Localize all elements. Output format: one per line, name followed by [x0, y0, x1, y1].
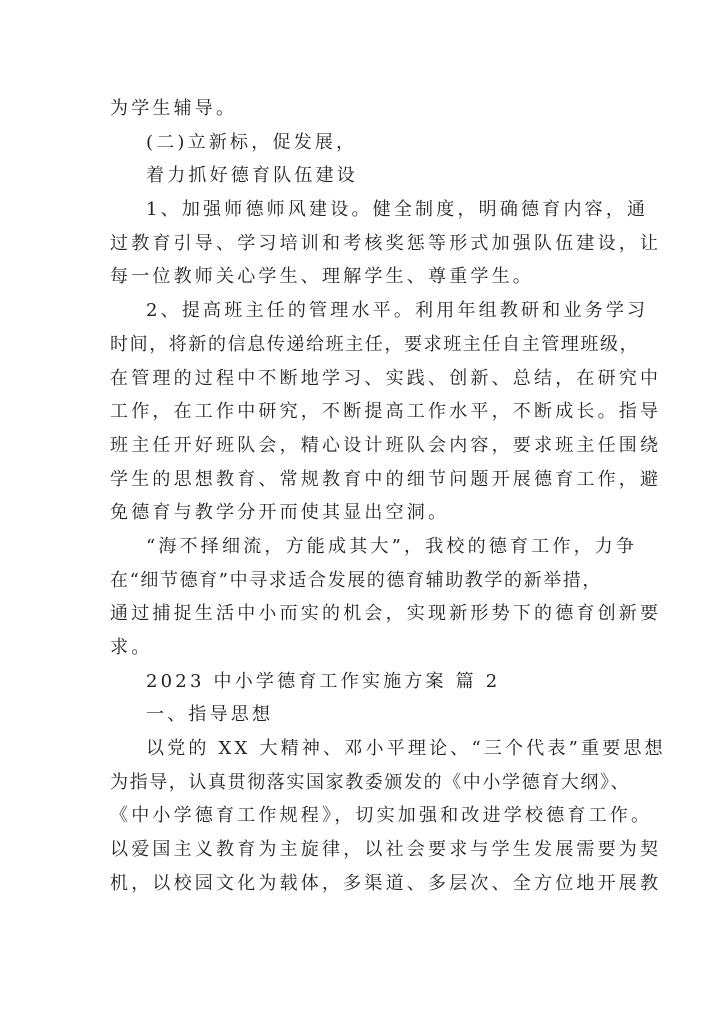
text-line: 免德育与教学分开而使其显出空洞。: [110, 502, 450, 524]
paragraph-start: 以党的 XX 大精神、邓小平理论、“三个代表”重要思想: [146, 738, 666, 760]
section-heading: 一、指导思想: [146, 704, 274, 726]
text-line: 在管理的过程中不断地学习、实践、创新、总结，在研究中: [110, 367, 662, 389]
document-section-title: 2023 中小学德育工作实施方案 篇 2: [146, 670, 501, 692]
section-heading: 着力抓好德育队伍建设: [146, 165, 358, 187]
text-line: 机，以校园文化为载体，多渠道、多层次、全方位地开展教: [110, 872, 662, 894]
text-line: 学生的思想教育、常规教育中的细节问题开展德育工作，避: [110, 468, 662, 490]
text-line: 为学生辅导。: [110, 98, 238, 119]
text-line: 每一位教师关心学生、理解学生、尊重学生。: [110, 266, 534, 288]
paragraph-start: 1、加强师德师风建设。健全制度，明确德育内容，通: [146, 199, 649, 221]
paragraph-start: “海不择细流，方能成其大”，我校的德育工作，力争: [146, 535, 638, 557]
document-page: [110, 92, 666, 901]
text-line: 工作，在工作中研究，不断提高工作水平，不断成长。指导: [110, 401, 662, 423]
text-line: 为指导，认真贯彻落实国家教委颁发的《中小学德育大纲》、: [110, 771, 631, 793]
text-line: 班主任开好班队会，精心设计班队会内容，要求班主任围绕: [110, 434, 662, 456]
text-line: 以爱国主义教育为主旋律，以社会要求与学生发展需要为契: [110, 839, 662, 861]
text-line: 在“细节德育”中寻求适合发展的德育辅助教学的新举措，: [110, 569, 603, 591]
text-line: 《中小学德育工作规程》，切实加强和改进学校德育工作。: [110, 805, 653, 827]
section-heading: (二)立新标，促发展，: [146, 131, 358, 153]
text-line: 求。: [110, 637, 153, 658]
text-line: 通过捕捉生活中小而实的机会，实现新形势下的德育创新要: [110, 603, 662, 625]
text-line: 时间，将新的信息传递给班主任，要求班主任自主管理班级，: [110, 333, 640, 355]
paragraph-start: 2、提高班主任的管理水平。利用年组教研和业务学习: [146, 300, 649, 322]
text-line: 过教育引导、学习培训和考核奖惩等形式加强队伍建设，让: [110, 232, 662, 254]
